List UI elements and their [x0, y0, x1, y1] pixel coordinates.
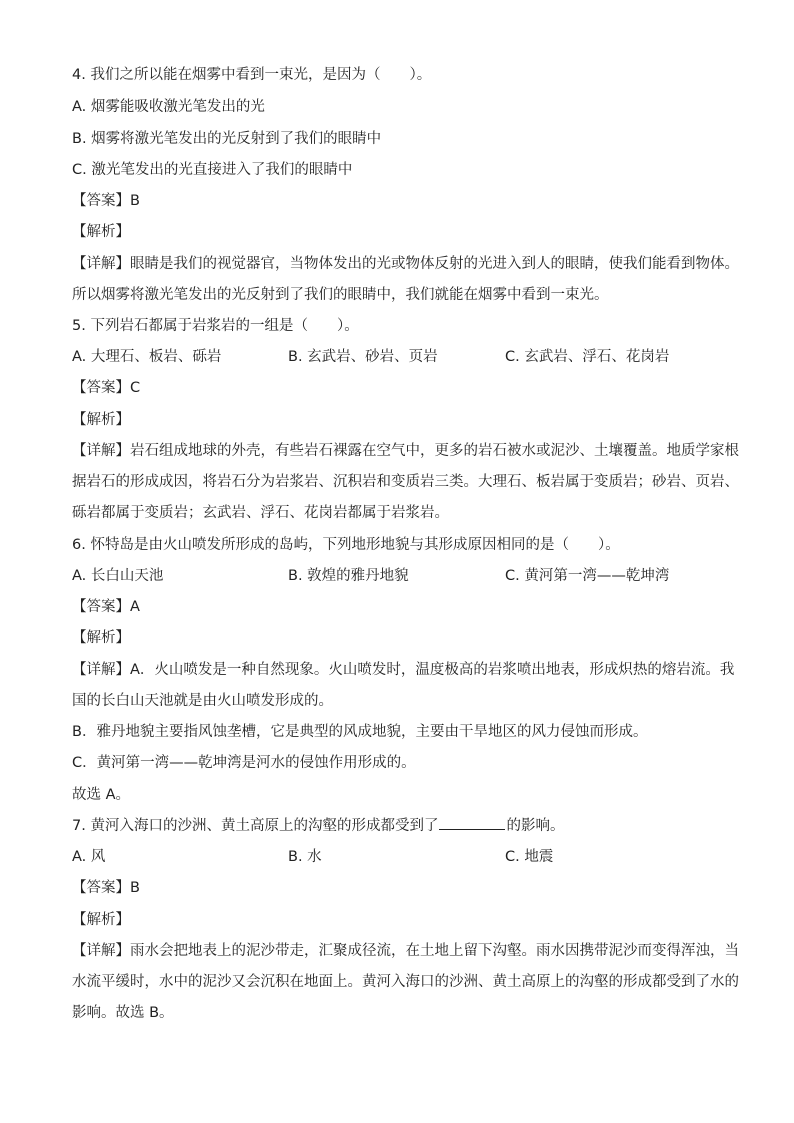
question-5-stem: 5. 下列岩石都属于岩浆岩的一组是（ ）。	[72, 318, 359, 334]
question-6-detail-line-5: 故选 A。	[72, 787, 131, 803]
question-7-stem-after: 的影响。	[506, 818, 565, 834]
question-7-detail-line-1: 【详解】雨水会把地表上的泥沙带走，汇聚成径流，在土地上留下沟壑。雨水因携带泥沙而变得浑浊，当	[72, 943, 739, 959]
question-4-option-a: A. 烟雾能吸收激光笔发出的光	[72, 99, 265, 115]
question-4-detail-line-2: 所以烟雾将激光笔发出的光反射到了我们的眼睛中，我们就能在烟雾中看到一束光。	[72, 287, 609, 303]
question-4-answer: 【答案】B	[72, 193, 140, 209]
question-4-option-c: C. 激光笔发出的光直接进入了我们的眼睛中	[72, 162, 353, 178]
question-7-analysis-label: 【解析】	[72, 912, 130, 928]
question-6-detail-line-2: 国的长白山天池就是由火山喷发形成的。	[72, 693, 333, 709]
question-7-option-a: A. 风	[72, 849, 106, 865]
question-7-stem	[72, 815, 564, 837]
question-5-answer: 【答案】C	[72, 380, 141, 396]
question-6-option-b: B. 敦煌的雅丹地貌	[288, 568, 409, 584]
question-5-analysis-label: 【解析】	[72, 412, 130, 428]
question-6-analysis-label: 【解析】	[72, 630, 130, 646]
question-6-stem: 6. 怀特岛是由火山喷发所形成的岛屿，下列地形地貌与其形成原因相同的是（ ）。	[72, 537, 620, 553]
question-5-detail-line-1: 【详解】岩石组成地球的外壳，有些岩石裸露在空气中，更多的岩石被水或泥沙、土壤覆盖。地质学家根	[72, 443, 739, 459]
question-5-option-b: B. 玄武岩、砂岩、页岩	[288, 349, 438, 365]
question-5-option-a: A. 大理石、板岩、砾岩	[72, 349, 222, 365]
question-7-detail-line-3: 影响。故选 B。	[72, 1005, 174, 1021]
question-6-detail-line-1: 【详解】A．火山喷发是一种自然现象。火山喷发时，温度极高的岩浆喷出地表，形成炽热的熔岩流。我	[72, 662, 735, 678]
question-7-answer: 【答案】B	[72, 880, 140, 896]
question-7-answer-blank	[439, 815, 505, 830]
question-5-option-c: C. 玄武岩、浮石、花岗岩	[505, 349, 670, 365]
question-5-detail-line-3: 砾岩都属于变质岩；玄武岩、浮石、花岗岩都属于岩浆岩。	[72, 505, 449, 521]
question-7-option-b: B. 水	[288, 849, 322, 865]
question-6-option-a: A. 长白山天池	[72, 568, 164, 584]
question-6-option-c: C. 黄河第一湾——乾坤湾	[505, 568, 670, 584]
question-6-answer: 【答案】A	[72, 599, 140, 615]
question-5-detail-line-2: 据岩石的形成成因，将岩石分为岩浆岩、沉积岩和变质岩三类。大理石、板岩属于变质岩；砂岩、页岩、	[72, 474, 739, 490]
question-4-option-b: B. 烟雾将激光笔发出的光反射到了我们的眼睛中	[72, 131, 382, 147]
question-4-stem: 4. 我们之所以能在烟雾中看到一束光，是因为（ ）。	[72, 67, 432, 83]
question-6-detail-line-3: B．雅丹地貌主要指风蚀垄槽，它是典型的风成地貌，主要由干旱地区的风力侵蚀而形成。	[72, 724, 648, 740]
question-6-detail-line-4: C．黄河第一湾——乾坤湾是河水的侵蚀作用形成的。	[72, 755, 416, 771]
question-7-option-c: C. 地震	[505, 849, 554, 865]
question-4-analysis-label: 【解析】	[72, 224, 130, 240]
question-7-detail-line-2: 水流平缓时，水中的泥沙又会沉积在地面上。黄河入海口的沙洲、黄土高原上的沟壑的形成都受到了水的	[72, 974, 739, 990]
question-4-detail-line-1: 【详解】眼睛是我们的视觉器官，当物体发出的光或物体反射的光进入到人的眼睛，使我们能看到物体。	[72, 256, 739, 272]
question-7-stem-before: 7. 黄河入海口的沙洲、黄土高原上的沟壑的形成都受到了	[72, 818, 439, 834]
